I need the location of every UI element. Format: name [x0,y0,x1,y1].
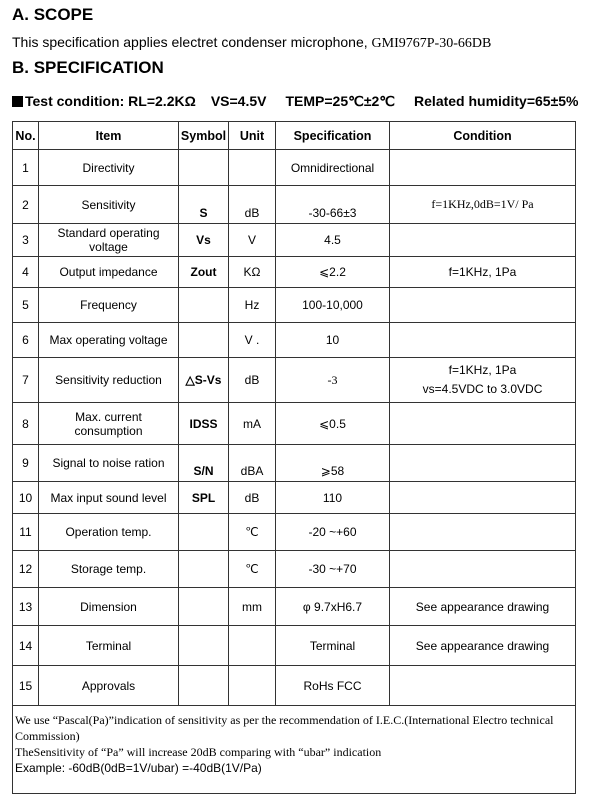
row-symbol: △S-Vs [179,358,229,403]
row-spec: -3 [276,358,390,403]
test-condition-vs: VS=4.5V [210,93,267,109]
row-unit: ℃ [229,551,276,588]
row-no: 1 [13,150,39,186]
header-condition: Condition [390,122,576,150]
row-no: 6 [13,323,39,358]
row-no: 12 [13,551,39,588]
row-condition [390,403,576,445]
row-symbol [179,588,229,626]
table-row [13,257,576,288]
test-condition-label: Test condition: RL=2.2KΩ [25,93,196,109]
row-no: 5 [13,288,39,323]
table-row [13,358,576,403]
section-a-title: A. SCOPE [12,5,94,24]
notes-cell [13,706,576,794]
row-symbol [179,150,229,186]
row-spec: -30-66±3 [276,186,390,224]
section-b-title: B. SPECIFICATION [12,58,164,77]
row-symbol [179,666,229,706]
header-symbol: Symbol [179,122,229,150]
row-condition [390,150,576,186]
test-condition-humidity: Related humidity=65±5% [414,93,579,109]
row-item: Standard operating voltage [39,224,179,257]
row-spec: 100-10,000 [276,288,390,323]
row-item: Dimension [39,588,179,626]
row-spec: Omnidirectional [276,150,390,186]
row-no: 13 [13,588,39,626]
row-item: Frequency [39,288,179,323]
row-unit [229,150,276,186]
note-line: We use “Pascal(Pa)”indication of sensitivity as per the recommendation of I.E.C.(International Electro technical Commission) [15,713,554,743]
row-item: Max. current consumption [39,403,179,445]
row-spec: -30 ~+70 [276,551,390,588]
row-spec: Terminal [276,626,390,666]
row-unit: dB [229,358,276,403]
row-spec: 4.5 [276,224,390,257]
header-specification: Specification [276,122,390,150]
row-unit: V . [229,323,276,358]
table-row [13,445,576,482]
condition-line: f=1KHz, 1Pa [448,363,517,377]
row-symbol: S/N [179,445,229,482]
row-condition: f=1KHz,0dB=1V/ Pa [390,186,576,224]
note-line: TheSensitivity of “Pa” will increase 20dB comparing with “ubar” indication [15,745,382,759]
header-unit: Unit [229,122,276,150]
row-symbol [179,288,229,323]
row-symbol: Zout [179,257,229,288]
row-condition [390,358,576,403]
table-row [13,186,576,224]
row-unit: mA [229,403,276,445]
row-symbol [179,626,229,666]
row-no: 3 [13,224,39,257]
row-unit: Hz [229,288,276,323]
bullet-square-icon [12,96,23,107]
row-item: Max input sound level [39,482,179,514]
row-no: 2 [13,186,39,224]
row-no: 10 [13,482,39,514]
table-row [13,150,576,186]
row-unit: dB [229,482,276,514]
specification-table [12,121,576,794]
table-row [13,626,576,666]
table-row [13,288,576,323]
row-unit: mm [229,588,276,626]
row-symbol [179,323,229,358]
note-example: Example: -60dB(0dB=1V/ubar) =-40dB(1V/Pa) [15,761,262,775]
row-condition [390,288,576,323]
row-spec: -20 ~+60 [276,514,390,551]
row-spec: ⩽2.2 [276,257,390,288]
row-unit: dBA [229,445,276,482]
row-symbol [179,551,229,588]
row-spec: 110 [276,482,390,514]
row-no: 15 [13,666,39,706]
row-unit [229,626,276,666]
row-item: Terminal [39,626,179,666]
row-condition [390,224,576,257]
row-symbol [179,514,229,551]
row-item: Approvals [39,666,179,706]
row-no: 7 [13,358,39,403]
row-symbol: S [179,186,229,224]
row-no: 9 [13,445,39,482]
scope-sentence: This specification applies electret condenser microphone, [12,34,368,50]
row-condition: f=1KHz, 1Pa [390,257,576,288]
row-condition: See appearance drawing [390,588,576,626]
model-number: GMI9767P-30-66DB [371,36,492,51]
test-condition-temp: TEMP=25℃±2℃ [285,93,396,109]
condition-line: vs=4.5VDC to 3.0VDC [422,382,543,396]
row-condition [390,323,576,358]
row-item: Directivity [39,150,179,186]
table-header-row [13,122,576,150]
row-no: 8 [13,403,39,445]
header-no: No. [13,122,39,150]
row-condition [390,482,576,514]
row-no: 14 [13,626,39,666]
row-item: Operation temp. [39,514,179,551]
row-item: Output impedance [39,257,179,288]
row-no: 11 [13,514,39,551]
scope-text [12,34,491,52]
row-spec: RoHs FCC [276,666,390,706]
row-item: Sensitivity reduction [39,358,179,403]
row-symbol: Vs [179,224,229,257]
row-condition [390,445,576,482]
row-unit: ℃ [229,514,276,551]
table-row [13,666,576,706]
notes-row [13,706,576,794]
row-symbol: SPL [179,482,229,514]
table-row [13,323,576,358]
row-spec: ⩾58 [276,445,390,482]
row-symbol: IDSS [179,403,229,445]
test-condition [12,93,579,110]
row-condition [390,666,576,706]
table-row [13,514,576,551]
row-item: Sensitivity [39,186,179,224]
row-spec: φ 9.7xH6.7 [276,588,390,626]
row-no: 4 [13,257,39,288]
row-item: Storage temp. [39,551,179,588]
header-item: Item [39,122,179,150]
table-row [13,551,576,588]
row-item: Signal to noise ration [39,445,179,482]
row-condition [390,551,576,588]
row-condition: See appearance drawing [390,626,576,666]
table-row [13,403,576,445]
table-row [13,588,576,626]
table-row [13,482,576,514]
row-unit: V [229,224,276,257]
row-spec: 10 [276,323,390,358]
row-unit: KΩ [229,257,276,288]
row-spec: ⩽0.5 [276,403,390,445]
table-row [13,224,576,257]
row-unit [229,666,276,706]
row-item: Max operating voltage [39,323,179,358]
row-unit: dB [229,186,276,224]
row-condition [390,514,576,551]
